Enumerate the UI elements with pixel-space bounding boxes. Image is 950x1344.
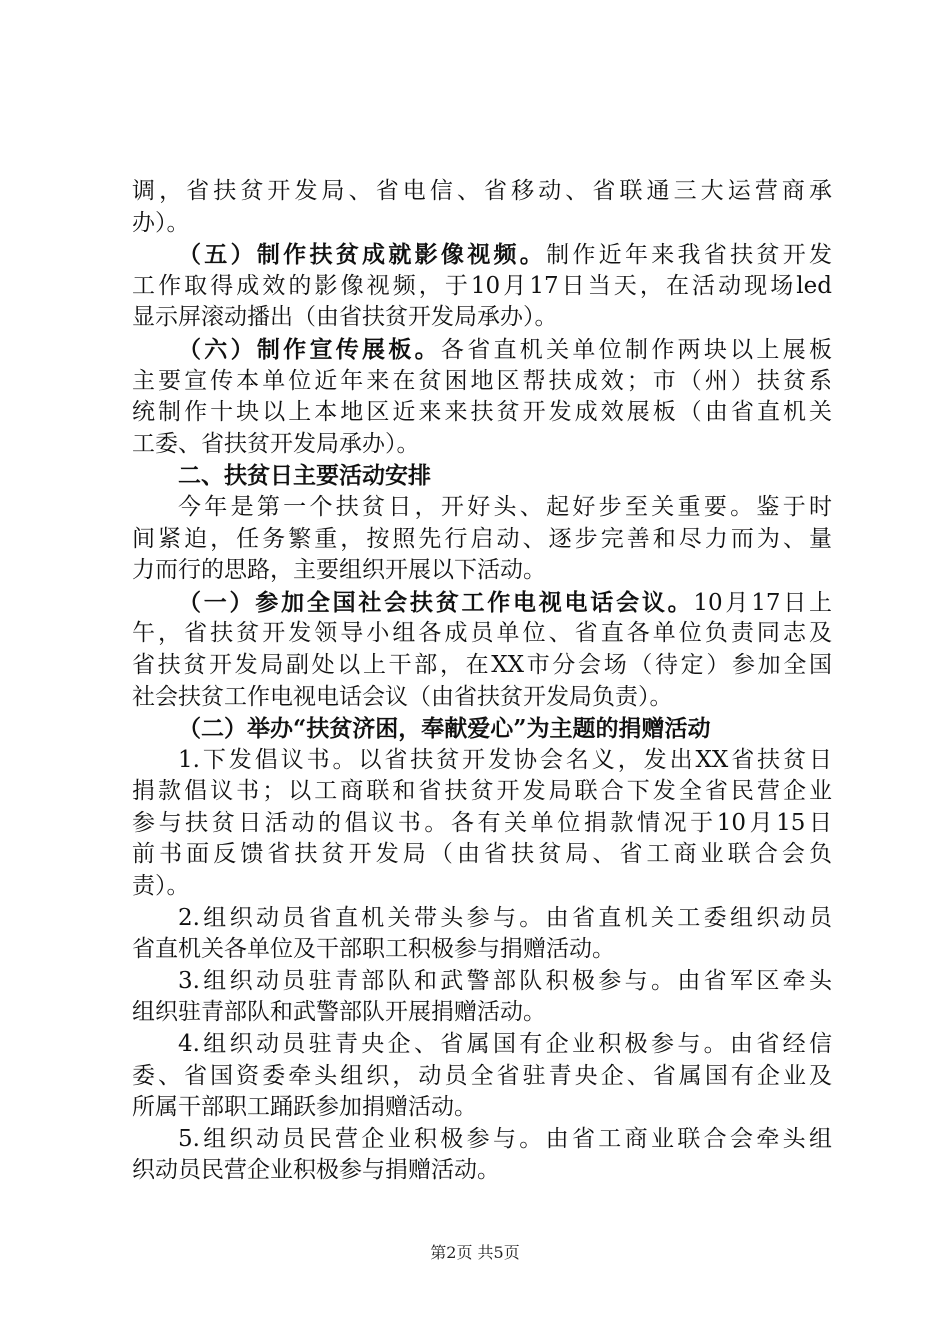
bold-heading: （二）举办“扶贫济困，奉献爱心”为主题的捐赠活动	[178, 715, 711, 743]
text-line	[132, 934, 832, 966]
line-text: 委、省国资委牵头组织，动员全省驻青央企、省属国有企业及	[132, 1062, 832, 1089]
text-line	[132, 903, 832, 935]
text-line	[132, 618, 832, 650]
line-text: 1.下发倡议书。以省扶贫开发协会名义，发出XX省扶贫日	[178, 746, 832, 773]
line-text: 统制作十块以上本地区近来来扶贫开发成效展板（由省直机关	[132, 399, 832, 426]
text-line	[132, 334, 832, 366]
text-line	[132, 1124, 832, 1156]
line-text: 制作近年来我省扶贫开发	[546, 242, 833, 269]
text-line	[132, 713, 832, 745]
text-line	[132, 966, 832, 998]
text-line	[132, 492, 832, 524]
line-text: 所属干部职工踊跃参加捐赠活动。	[132, 1094, 477, 1121]
text-line	[132, 239, 832, 271]
text-line	[132, 997, 832, 1029]
text-line	[132, 366, 832, 398]
line-text: 省扶贫开发局副处以上干部，在XX市分会场（待定）参加全国	[132, 651, 832, 678]
text-line	[132, 1061, 832, 1093]
line-text: 主要宣传本单位近年来在贫困地区帮扶成效；市（州）扶贫系	[132, 367, 832, 394]
text-line	[132, 682, 832, 714]
text-line	[132, 1092, 832, 1124]
line-text: 工委、省扶贫开发局承办）。	[132, 430, 420, 457]
text-line	[132, 776, 832, 808]
text-line	[132, 397, 832, 429]
line-text: 省直机关各单位及干部职工积极参与捐赠活动。	[132, 936, 615, 963]
bold-heading: 二、扶贫日主要活动安排	[178, 462, 431, 490]
line-text: 4.组织动员驻青央企、省属国有企业积极参与。由省经信	[178, 1031, 832, 1058]
bold-heading: （五）制作扶贫成就影像视频。	[178, 241, 547, 269]
line-text: 办）。	[132, 209, 190, 236]
text-line	[132, 555, 832, 587]
text-line	[132, 176, 832, 208]
line-text: 显示屏滚动播出（由省扶贫开发局承办）。	[132, 304, 558, 331]
text-line	[132, 808, 832, 840]
line-text: 今年是第一个扶贫日，开好头、起好步至关重要。鉴于时	[178, 493, 832, 520]
line-text: 织动员民营企业积极参与捐赠活动。	[132, 1157, 500, 1184]
text-line	[132, 429, 832, 461]
line-text: 参与扶贫日活动的倡议书。各有关单位捐款情况于10月15日	[132, 809, 832, 836]
text-line	[132, 1155, 832, 1187]
page-footer: 第2页 共5页	[430, 1243, 520, 1262]
line-text: 责）。	[132, 873, 190, 900]
bold-heading: （六）制作宣传展板。	[178, 335, 441, 363]
line-text: 组织驻青部队和武警部队开展捐赠活动。	[132, 999, 546, 1026]
text-line	[132, 460, 832, 492]
line-text: 2.组织动员省直机关带头参与。由省直机关工委组织动员	[178, 904, 832, 931]
line-text: 捐款倡议书；以工商联和省扶贫开发局联合下发全省民营企业	[132, 778, 832, 805]
line-text: 3.组织动员驻青部队和武警部队积极参与。由省军区牵头	[178, 967, 832, 994]
line-text: 5.组织动员民营企业积极参与。由省工商业联合会牵头组	[178, 1125, 832, 1152]
line-text: 前书面反馈省扶贫开发局（由省扶贫局、省工商业联合会负	[132, 841, 832, 868]
line-text: 力而行的思路，主要组织开展以下活动。	[132, 557, 546, 584]
line-text: 社会扶贫工作电视电话会议（由省扶贫开发局负责）。	[132, 683, 673, 710]
text-line	[132, 745, 832, 777]
text-line	[132, 524, 832, 556]
document-body	[132, 176, 832, 1187]
text-line	[132, 871, 832, 903]
text-line	[132, 1029, 832, 1061]
line-text: 各省直机关单位制作两块以上展板	[440, 336, 833, 363]
text-line	[132, 587, 832, 619]
line-text: 调，省扶贫开发局、省电信、省移动、省联通三大运营商承	[132, 178, 832, 204]
text-line	[132, 271, 832, 303]
line-text: 工作取得成效的影像视频，于10月17日当天，在活动现场led	[132, 272, 832, 299]
text-line	[132, 208, 832, 240]
text-line	[132, 302, 832, 334]
line-text: 午，省扶贫开发领导小组各成员单位、省直各单位负责同志及	[132, 620, 832, 647]
line-text: 间紧迫，任务繁重，按照先行启动、逐步完善和尽力而为、量	[132, 525, 832, 552]
text-line	[132, 650, 832, 682]
line-text: 10月17日上	[693, 589, 832, 616]
text-line	[132, 839, 832, 871]
bold-heading: （一）参加全国社会扶贫工作电视电话会议。	[178, 588, 694, 616]
